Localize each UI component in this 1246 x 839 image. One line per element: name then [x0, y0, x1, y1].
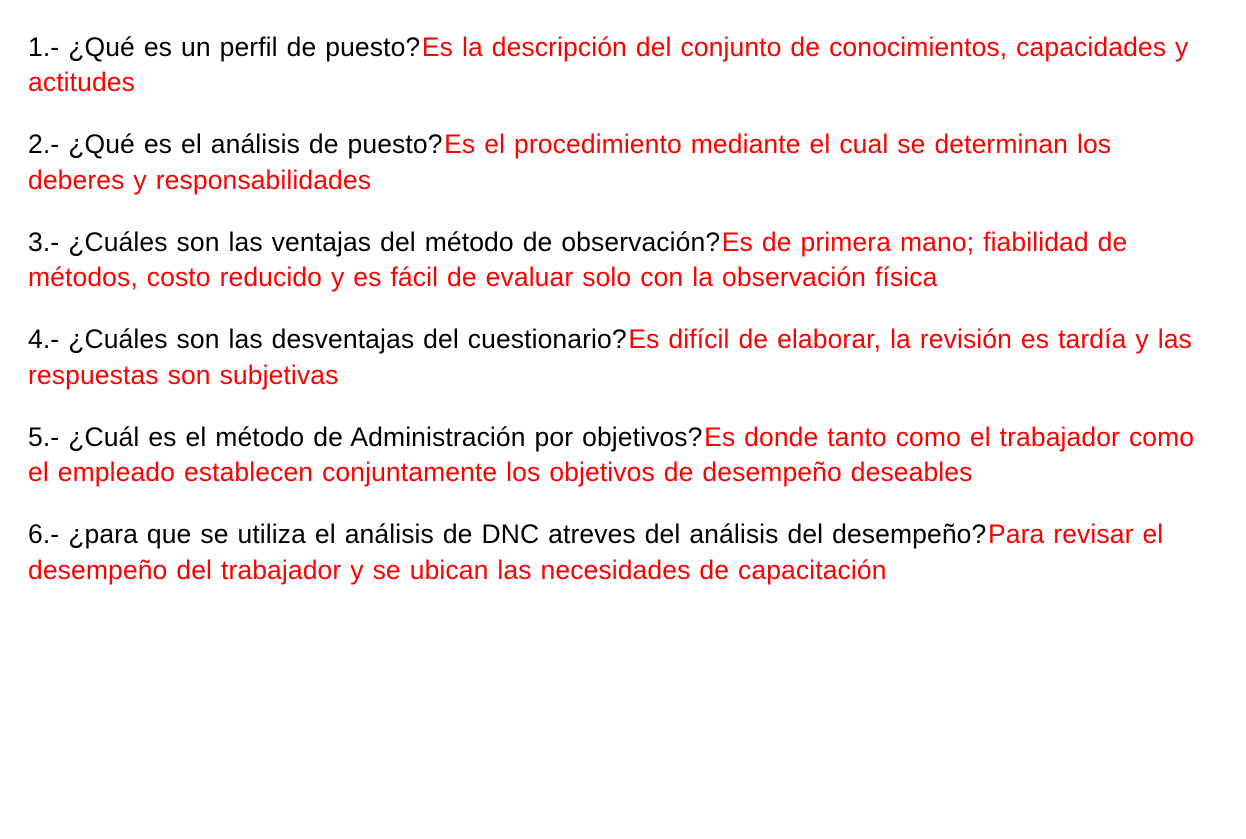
list-item: [28, 127, 1206, 197]
question-text: 5.- ¿Cuál es el método de Administración por objetivos?: [28, 421, 703, 452]
question-text: 6.- ¿para que se utiliza el análisis de DNC atreves del análisis del desempeño?: [28, 519, 987, 550]
answer-text: Es la descripción del conjunto de conocimientos, capacidades y actitudes: [28, 32, 1189, 98]
answer-text: Para revisar el desempeño del trabajador y se ubican las necesidades de capacitación: [28, 519, 1164, 585]
question-answer-list: [28, 30, 1206, 588]
list-item: [28, 420, 1206, 490]
list-item: [28, 517, 1206, 587]
list-item: [28, 225, 1206, 295]
list-item: [28, 30, 1206, 100]
question-text: 2.- ¿Qué es el análisis de puesto?: [28, 129, 443, 160]
question-text: 3.- ¿Cuáles son las ventajas del método de observación?: [28, 226, 721, 257]
answer-text: Es difícil de elaborar, la revisión es tardía y las respuestas son subjetivas: [28, 324, 1192, 390]
answer-text: Es de primera mano; fiabilidad de métodos, costo reducido y es fácil de evaluar solo con la observación física: [28, 226, 1128, 293]
question-text: 1.- ¿Qué es un perfil de puesto?: [28, 32, 421, 62]
answer-text: Es el procedimiento mediante el cual se determinan los deberes y responsabilidades: [28, 129, 1112, 195]
question-text: 4.- ¿Cuáles son las desventajas del cuestionario?: [28, 324, 627, 355]
list-item: [28, 322, 1206, 392]
answer-text: Es donde tanto como el trabajador como el empleado establecen conjuntamente los objetivos de desempeño deseables: [28, 421, 1195, 488]
